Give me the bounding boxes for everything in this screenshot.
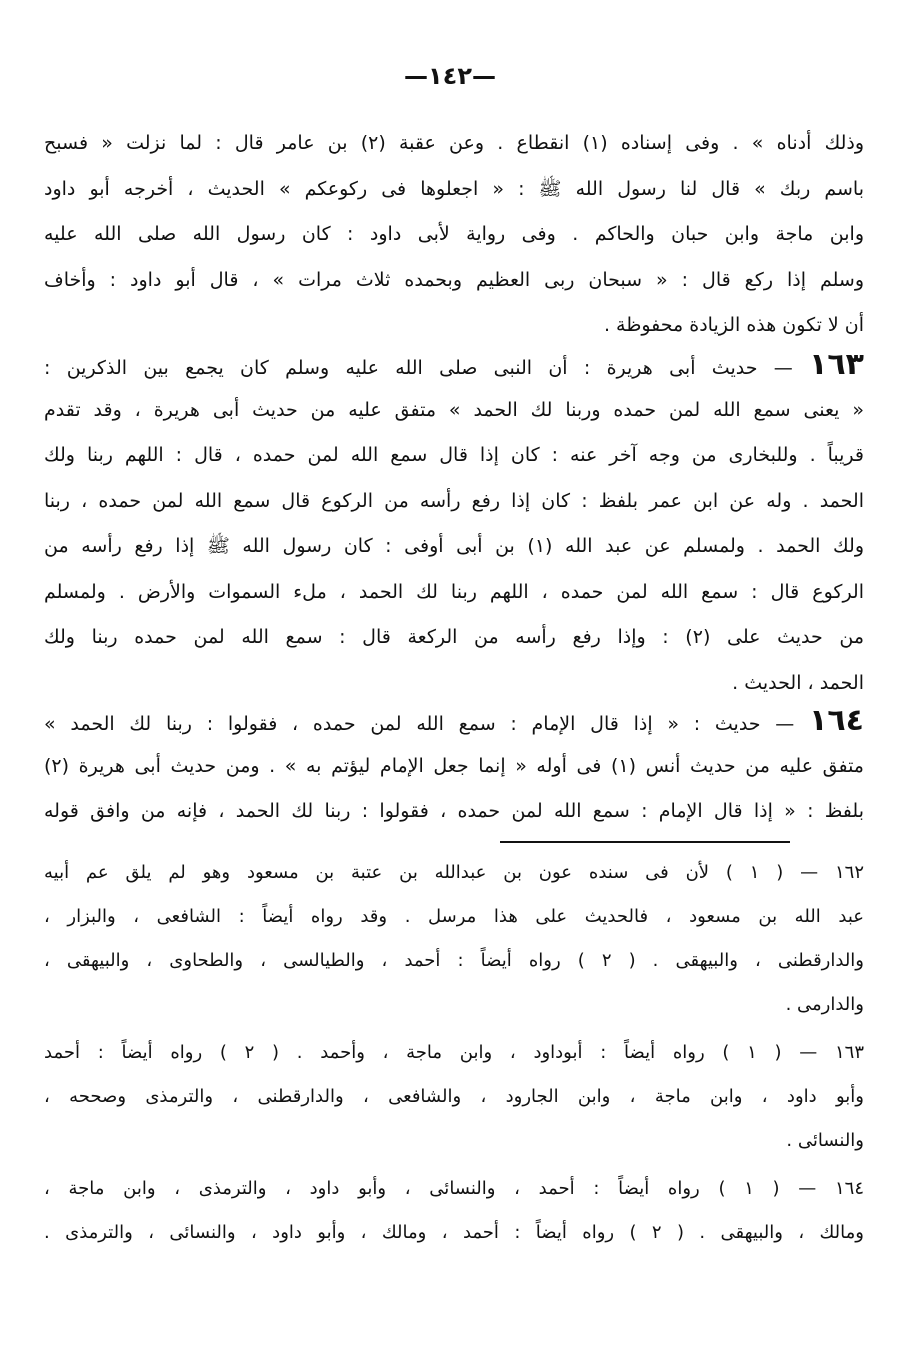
hadith-164-first-line [44, 698, 864, 744]
text-line: الركوع قال : سمع الله لمن حمده ، اللهم ربنا لك الحمد ، ملء السموات والأرض . ولمسلم [44, 580, 864, 603]
footnote-line: والدارقطنى ، والبيهقى . ( ٢ ) رواه أيضاً : أحمد ، والطيالسى ، والطحاوى ، والبيهقى ، [44, 950, 864, 971]
text-line: من حديث على (٢) : وإذا رفع رأسه من الركعة قال : سمع الله لمن حمده ربنا ولك [44, 626, 864, 648]
hadith-number: ١٦٣ [809, 347, 864, 382]
text-line: الحمد . وله عن ابن عمر بلفظ : كان إذا رفع رأسه من الركوع قال سمع الله لمن حمده ، ربنا [44, 489, 864, 512]
footnote-164 [44, 1167, 864, 1255]
footnote-163 [44, 1031, 864, 1163]
text-line: وسلم إذا ركع قال : « سبحان ربى العظيم وبحمده ثلاث مرات » ، قال أبو داود : وأخاف [44, 268, 864, 291]
footnote-line: ١٦٢ — ( ١ ) لأن فى سنده عون بن عبدالله بن عتبة بن مسعود وهو لم يلق عم أبيه [44, 862, 864, 883]
hadith-number: ١٦٤ [809, 703, 864, 738]
text-line: متفق عليه من حديث أنس (١) فى أوله « إنما جعل الإمام ليؤتم به » . ومن حديث أبى هريرة (٢) [44, 754, 864, 777]
text-line: وذلك أدناه » . وفى إسناده (١) انقطاع . وعن عقبة (٢) بن عامر قال : لما نزلت « فسبح [44, 132, 864, 154]
footnote-line: والنسائى . [786, 1130, 864, 1151]
text-line: قريباً . وللبخارى من وجه آخر عنه : كان إذا قال سمع الله لمن حمده ، قال : اللهم ربنا ولك [44, 444, 864, 466]
footnote-divider [500, 841, 790, 843]
footnote-line: عبد الله بن مسعود ، فالحديث على هذا مرسل . وقد رواه أيضاً : الشافعى ، والبزار ، [44, 906, 864, 927]
footnote-line: وأبو داود ، وابن ماجة ، وابن الجارود ، والشافعى ، والدارقطنى ، والترمذى وصححه ، [44, 1086, 864, 1107]
text-line: أن لا تكون هذه الزيادة محفوظة . [603, 314, 864, 336]
footnote-line: والدارمى . [785, 994, 864, 1015]
text-line: « يعنى سمع الله لمن حمده وربنا لك الحمد » متفق عليه من حديث أبى هريرة ، وقد تقدم [44, 398, 864, 421]
footnote-line: ومالك ، والبيهقى . ( ٢ ) رواه أيضاً : أحمد ، ومالك ، وأبو داود ، والنسائى ، والترمذى . [44, 1222, 864, 1243]
hadith-163-paragraph [44, 342, 864, 706]
footnote-162 [44, 851, 864, 1027]
hadith-163-first-line [44, 342, 864, 388]
text-line: ولك الحمد . ولمسلم عن عبد الله (١) بن أبى أوفى : كان رسول الله ﷺ إذا رفع رأسه من [44, 535, 864, 557]
hadith-164-paragraph [44, 698, 864, 835]
text-line: باسم ربك » قال لنا رسول الله ﷺ : « اجعلوها فى ركوعكم » الحديث ، أخرجه أبو داود [44, 177, 864, 200]
text-segment: — حديث أبى هريرة : أن النبى صلى الله عليه وسلم كان يجمع بين الذكرين : [44, 357, 810, 379]
paragraph-162-continuation [44, 121, 864, 349]
text-line: بلفظ : « إذا قال الإمام : سمع الله لمن حمده ، فقولوا : ربنا لك الحمد ، فإنه من وافق قوله [44, 800, 864, 822]
text-segment: — حديث : « إذا قال الإمام : سمع الله لمن حمده ، فقولوا : ربنا لك الحمد » [44, 713, 810, 735]
text-line: الحمد ، الحديث . [732, 671, 864, 694]
footnote-line: ١٦٣ — ( ١ ) رواه أيضاً : أبوداود ، وابن ماجة ، وأحمد . ( ٢ ) رواه أيضاً : أحمد [44, 1042, 864, 1063]
footnote-line: ١٦٤ — ( ١ ) رواه أيضاً : أحمد ، والنسائى ، وأبو داود ، والترمذى ، وابن ماجة ، [44, 1178, 864, 1199]
text-line: وابن ماجة وابن حبان والحاكم . وفى رواية لأبى داود : كان رسول الله صلى الله عليه [44, 223, 864, 245]
page-number: —١٤٢— [404, 62, 496, 90]
